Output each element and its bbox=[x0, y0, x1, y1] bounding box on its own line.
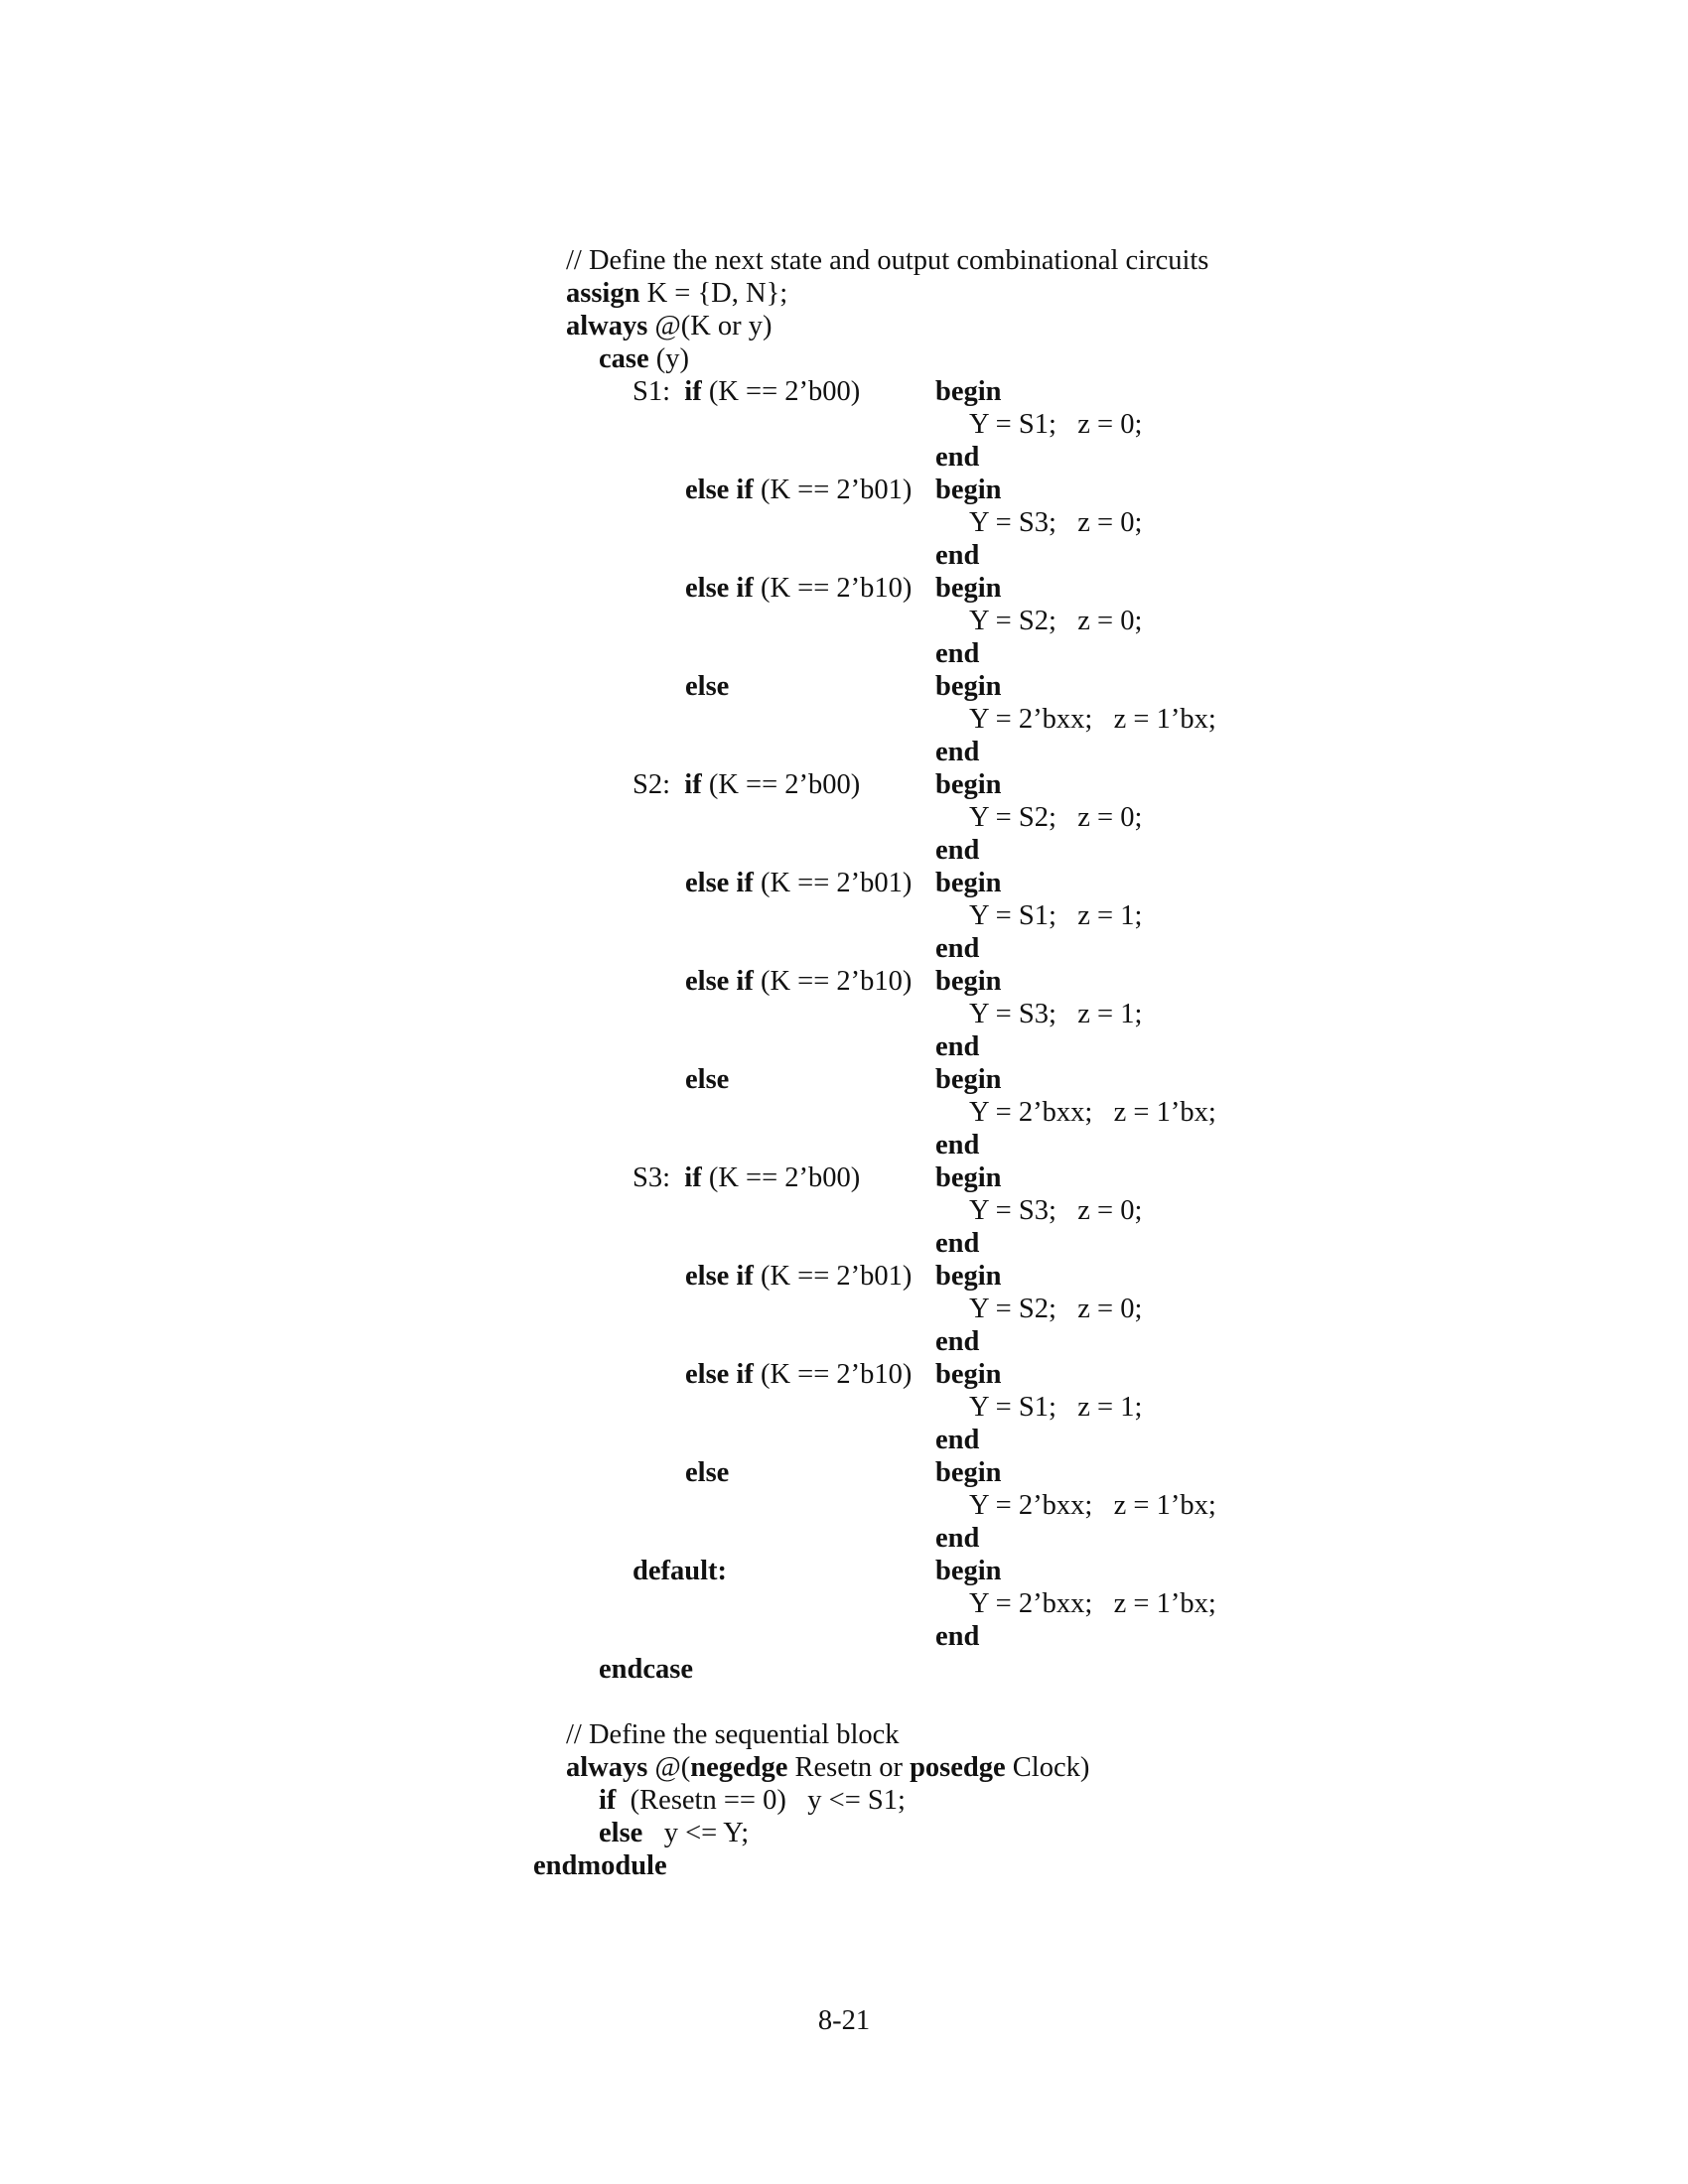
begin-keyword: begin bbox=[935, 966, 1002, 997]
end-keyword: end bbox=[935, 1425, 980, 1455]
begin-keyword: begin bbox=[935, 573, 1002, 604]
code-text: Y = 2’bxx; z = 1’bx; bbox=[969, 1097, 1216, 1128]
keyword: else if bbox=[685, 1359, 754, 1390]
case-label: S1: bbox=[633, 376, 685, 407]
keyword: always bbox=[566, 1752, 648, 1783]
code-line bbox=[685, 966, 912, 998]
keyword: else bbox=[685, 671, 730, 702]
begin-keyword: begin bbox=[935, 1261, 1002, 1292]
code-line bbox=[633, 1162, 860, 1194]
case-label: S3: bbox=[633, 1162, 685, 1193]
code-line bbox=[599, 343, 689, 375]
keyword: if bbox=[599, 1785, 617, 1816]
end-keyword: end bbox=[935, 835, 980, 866]
code-text: Y = S3; z = 0; bbox=[969, 507, 1143, 538]
begin-keyword: begin bbox=[935, 769, 1002, 800]
keyword: posedge bbox=[910, 1752, 1006, 1783]
code-text: (K == 2’b00) bbox=[701, 769, 861, 800]
keyword: else if bbox=[685, 475, 754, 505]
begin-keyword: begin bbox=[935, 671, 1002, 702]
keyword: if bbox=[684, 1162, 702, 1193]
code-text: y <= Y; bbox=[642, 1818, 750, 1848]
code-text: (y) bbox=[648, 343, 689, 374]
keyword: case bbox=[599, 343, 649, 374]
end-keyword: end bbox=[935, 1523, 980, 1554]
end-keyword: end bbox=[935, 1621, 980, 1652]
keyword: else if bbox=[685, 1261, 754, 1292]
code-text: @(K or y) bbox=[647, 311, 773, 341]
keyword: always bbox=[566, 311, 648, 341]
code-text: (K == 2’b10) bbox=[753, 1359, 913, 1390]
code-line bbox=[566, 1752, 1089, 1784]
code-line bbox=[566, 245, 1208, 277]
code-line bbox=[599, 1818, 749, 1849]
code-text: (K == 2’b01) bbox=[753, 868, 913, 898]
code-text: Clock) bbox=[1005, 1752, 1090, 1783]
code-line bbox=[685, 1261, 912, 1293]
keyword: if bbox=[684, 376, 702, 407]
code-text: Y = S1; z = 0; bbox=[969, 409, 1143, 440]
code-line bbox=[685, 573, 912, 605]
keyword: assign bbox=[566, 278, 640, 309]
begin-keyword: begin bbox=[935, 1064, 1002, 1095]
code-text: Y = S2; z = 0; bbox=[969, 606, 1143, 636]
code-line bbox=[566, 311, 773, 342]
page-number: 8-21 bbox=[817, 2005, 871, 2036]
begin-keyword: begin bbox=[935, 1162, 1002, 1193]
end-keyword: end bbox=[935, 1031, 980, 1062]
keyword: else if bbox=[685, 868, 754, 898]
code-text: Y = S1; z = 1; bbox=[969, 1392, 1143, 1423]
end-keyword: end bbox=[935, 1130, 980, 1160]
code-text: (K == 2’b10) bbox=[753, 966, 913, 997]
code-text: @( bbox=[647, 1752, 691, 1783]
case-label: S2: bbox=[633, 769, 685, 800]
keyword: else bbox=[599, 1818, 643, 1848]
code-line bbox=[685, 868, 912, 899]
end-keyword: end bbox=[935, 442, 980, 473]
code-text: Y = S2; z = 0; bbox=[969, 1294, 1143, 1324]
code-text: (K == 2’b01) bbox=[753, 475, 913, 505]
begin-keyword: begin bbox=[935, 475, 1002, 505]
endcase-keyword: endcase bbox=[599, 1654, 693, 1685]
code-text: (Resetn == 0) y <= S1; bbox=[616, 1785, 906, 1816]
default-label: default: bbox=[633, 1556, 727, 1586]
keyword: if bbox=[684, 769, 702, 800]
keyword: negedge bbox=[690, 1752, 788, 1783]
code-text: Y = 2’bxx; z = 1’bx; bbox=[969, 1490, 1216, 1521]
code-line bbox=[685, 1359, 912, 1391]
end-keyword: end bbox=[935, 638, 980, 669]
endmodule-keyword: endmodule bbox=[533, 1850, 667, 1881]
end-keyword: end bbox=[935, 933, 980, 964]
code-line bbox=[633, 769, 860, 801]
begin-keyword: begin bbox=[935, 376, 1002, 407]
code-line bbox=[566, 278, 787, 310]
code-text: (K == 2’b00) bbox=[701, 376, 861, 407]
end-keyword: end bbox=[935, 737, 980, 767]
code-text: (K == 2’b10) bbox=[753, 573, 913, 604]
code-text: Resetn or bbox=[787, 1752, 911, 1783]
keyword: else bbox=[685, 1064, 730, 1095]
code-text: Y = S1; z = 1; bbox=[969, 900, 1143, 931]
end-keyword: end bbox=[935, 540, 980, 571]
code-line bbox=[633, 376, 860, 408]
code-text: Y = S3; z = 1; bbox=[969, 999, 1143, 1029]
comment: // Define the next state and output combinational circuits bbox=[566, 245, 1209, 276]
code-text: K = {D, N}; bbox=[639, 278, 788, 309]
code-text: Y = S2; z = 0; bbox=[969, 802, 1143, 833]
code-text: Y = 2’bxx; z = 1’bx; bbox=[969, 704, 1216, 735]
begin-keyword: begin bbox=[935, 1556, 1002, 1586]
code-text: (K == 2’b00) bbox=[701, 1162, 861, 1193]
code-text: Y = 2’bxx; z = 1’bx; bbox=[969, 1588, 1216, 1619]
begin-keyword: begin bbox=[935, 1457, 1002, 1488]
comment: // Define the sequential block bbox=[566, 1719, 900, 1750]
keyword: else bbox=[685, 1457, 730, 1488]
begin-keyword: begin bbox=[935, 1359, 1002, 1390]
code-text: (K == 2’b01) bbox=[753, 1261, 913, 1292]
keyword: else if bbox=[685, 573, 754, 604]
code-text: Y = S3; z = 0; bbox=[969, 1195, 1143, 1226]
code-line bbox=[599, 1785, 906, 1817]
code-line bbox=[685, 475, 912, 506]
keyword: else if bbox=[685, 966, 754, 997]
end-keyword: end bbox=[935, 1326, 980, 1357]
end-keyword: end bbox=[935, 1228, 980, 1259]
begin-keyword: begin bbox=[935, 868, 1002, 898]
